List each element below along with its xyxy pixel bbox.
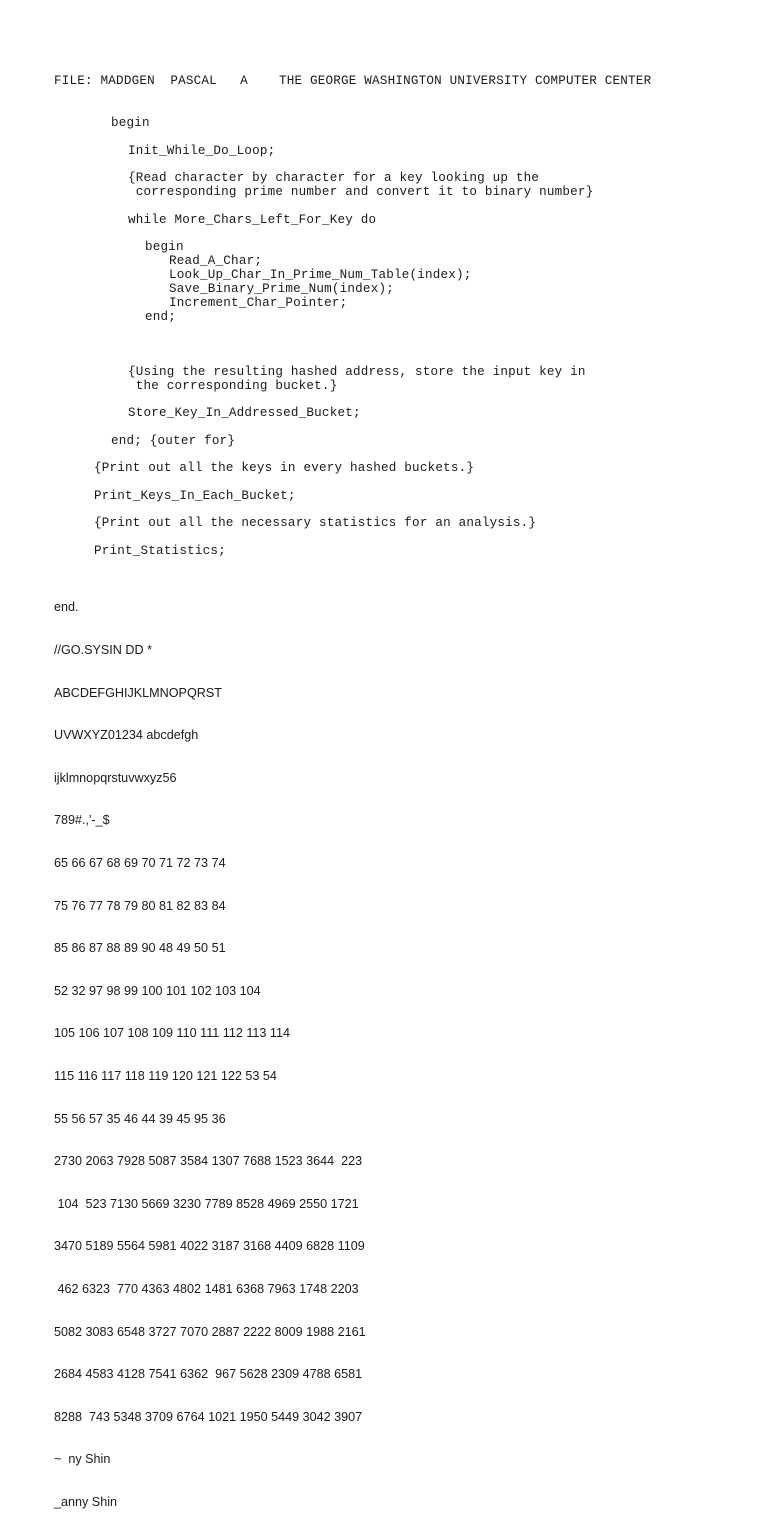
code-line-while: while More_Chars_Left_For_Key do xyxy=(128,213,377,227)
listing-line: 65 66 67 68 69 70 71 72 73 74 xyxy=(54,855,226,870)
code-comment-store-2: the corresponding bucket.} xyxy=(128,379,338,393)
data-listing xyxy=(54,572,366,1537)
listing-line: 115 116 117 118 119 120 121 122 53 54 xyxy=(54,1068,277,1083)
code-comment-print-keys: {Print out all the keys in every hashed buckets.} xyxy=(94,461,475,475)
listing-line: //GO.SYSIN DD * xyxy=(54,643,152,657)
code-line-lookup: Look_Up_Char_In_Prime_Num_Table(index); xyxy=(169,268,472,282)
listing-line: 789#.,'-_$ xyxy=(54,813,110,828)
code-line-outer-end: end; {outer for} xyxy=(111,434,236,448)
code-line-begin: begin xyxy=(111,116,150,130)
listing-line: 5082 3083 6548 3727 7070 2887 2222 8009 1988 2161 xyxy=(54,1324,366,1339)
listing-line: ABCDEFGHIJKLMNOPQRST xyxy=(54,685,222,700)
code-line-read-char: Read_A_Char; xyxy=(169,254,263,268)
listing-line: 104 523 7130 5669 3230 7789 8528 4969 2550 1721 xyxy=(54,1196,359,1211)
code-comment-read: {Read character by character for a key looking up the xyxy=(128,171,540,185)
listing-line: 105 106 107 108 109 110 111 112 113 114 xyxy=(54,1026,291,1041)
listing-line: 462 6323 770 4363 4802 1481 6368 7963 1748 2203 xyxy=(54,1281,359,1296)
code-comment-read-2: corresponding prime number and convert it to binary number} xyxy=(128,185,594,199)
listing-line: UVWXYZ01234 abcdefgh xyxy=(54,728,199,743)
code-line-inner-begin: begin xyxy=(145,240,184,254)
code-line-init: Init_While_Do_Loop; xyxy=(128,144,276,158)
listing-line: ijklmnopqrstuvwxyz56 xyxy=(54,770,177,785)
listing-line: 8288 743 5348 3709 6764 1021 1950 5449 3042 3907 xyxy=(54,1409,363,1424)
code-comment-print-stats: {Print out all the necessary statistics for an analysis.} xyxy=(94,516,537,530)
listing-line: 2730 2063 7928 5087 3584 1307 7688 1523 3644 223 xyxy=(54,1154,363,1169)
code-line-print-keys: Print_Keys_In_Each_Bucket; xyxy=(94,489,296,503)
code-line-print-stats: Print_Statistics; xyxy=(94,544,226,558)
listing-line: 75 76 77 78 79 80 81 82 83 84 xyxy=(54,898,226,913)
code-line-save: Save_Binary_Prime_Num(index); xyxy=(169,282,394,296)
file-header: FILE: MADDGEN PASCAL A THE GEORGE WASHINGTON UNIVERSITY COMPUTER CENTER xyxy=(54,74,652,88)
author-line: _anny Shin xyxy=(54,1494,118,1509)
listing-line: 2684 4583 4128 7541 6362 967 5628 2309 4788 6581 xyxy=(54,1367,363,1382)
listing-line: 85 86 87 88 89 90 48 49 50 51 xyxy=(54,941,226,956)
author-line-faded: ~ ny Shin xyxy=(54,1452,111,1467)
listing-line: 55 56 57 35 46 44 39 45 95 36 xyxy=(54,1111,226,1126)
listing-line: 3470 5189 5564 5981 4022 3187 3168 4409 6828 1109 xyxy=(54,1239,365,1254)
code-line-inner-end: end; xyxy=(145,310,177,324)
code-line-store: Store_Key_In_Addressed_Bucket; xyxy=(128,406,361,420)
code-line-increment: Increment_Char_Pointer; xyxy=(169,296,348,310)
listing-line: end. xyxy=(54,600,79,615)
code-comment-store: {Using the resulting hashed address, store the input key in xyxy=(128,365,586,379)
listing-line: 52 32 97 98 99 100 101 102 103 104 xyxy=(54,983,261,998)
